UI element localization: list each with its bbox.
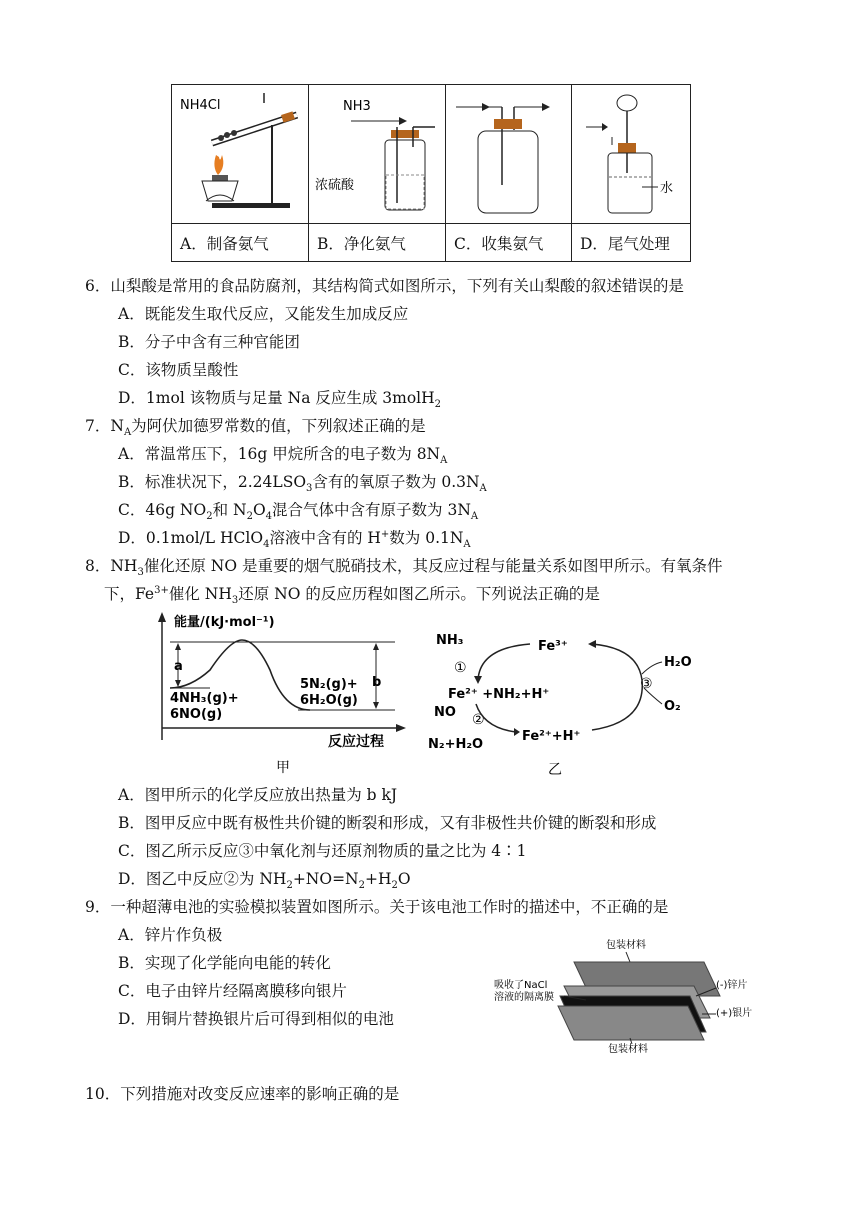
nh4cl-label: NH4Cl bbox=[180, 98, 221, 113]
caption-jia: 甲 bbox=[276, 760, 290, 776]
apparatus-c-cell bbox=[446, 85, 572, 224]
q8-option-b: B．图甲反应中既有极性共价键的断裂和形成，又有非极性共价键的断裂和形成 bbox=[118, 814, 657, 832]
apparatus-table bbox=[171, 84, 691, 262]
step-2: ② bbox=[472, 712, 485, 728]
q6-option-c: C．该物质呈酸性 bbox=[118, 361, 239, 379]
catalytic-cycle-yi bbox=[420, 624, 710, 778]
q8-stem-line2: 下，$Fe^{3+}$催化 $NH_3$还原 NO 的反应历程如图乙所示。下列说法正确的是 bbox=[104, 584, 600, 607]
membrane-label-2: 溶液的隔离膜 bbox=[494, 992, 554, 1003]
thin-battery-diagram bbox=[490, 934, 790, 1056]
water-label: 水 bbox=[660, 181, 674, 196]
top-packaging-label: 包装材料 bbox=[606, 940, 646, 951]
y-axis-label: 能量/(kJ·mol⁻¹) bbox=[174, 615, 275, 630]
q8-stem-line1: 8．$NH_3$催化还原 NO 是重要的烟气脱硝技术，其反应过程与能量关系如图甲所示。有氧条件 bbox=[85, 557, 723, 579]
apparatus-a-cell bbox=[172, 85, 309, 224]
products-label: N₂+H₂O bbox=[428, 737, 484, 752]
silver-label: (+)银片 bbox=[716, 1008, 753, 1019]
caption-yi: 乙 bbox=[548, 762, 562, 778]
fe2-h-label: Fe²⁺+H⁺ bbox=[522, 729, 581, 744]
q6-option-b: B．分子中含有三种官能团 bbox=[118, 333, 300, 351]
q9-option-b: B．实现了化学能向电能的转化 bbox=[118, 954, 331, 972]
nh4cl-heating-apparatus bbox=[172, 85, 308, 219]
zinc-label: (-)锌片 bbox=[716, 980, 748, 991]
q7-option-d: D．0.1mol/L HClO$_4$溶液中含有的 H+数为 $0.1N_A$ bbox=[118, 528, 471, 551]
no-label: NO bbox=[434, 705, 456, 720]
q7-option-a: A．常温常压下，16g 甲烷所含的电子数为 $8N_A$ bbox=[118, 445, 448, 467]
conc-sulfuric-label: 浓硫酸 bbox=[315, 178, 355, 193]
step-3: ③ bbox=[640, 676, 653, 692]
nh3-label: NH3 bbox=[343, 99, 371, 114]
h2o-label: H₂O bbox=[664, 655, 692, 670]
q6-stem: 6．山梨酸是常用的食品防腐剂，其结构简式如图所示，下列有关山梨酸的叙述错误的是 bbox=[85, 277, 684, 295]
apparatus-c-label: C．收集氨气 bbox=[446, 224, 572, 262]
apparatus-d-cell bbox=[572, 85, 691, 224]
energy-b-label: b bbox=[372, 675, 382, 690]
membrane-label-1: 吸收了NaCl bbox=[494, 980, 548, 991]
q9-option-c: C．电子由锌片经隔离膜移向银片 bbox=[118, 982, 347, 1000]
q8-option-d: D．图乙中反应②为 $NH_2+NO=N_2+H_2O$ bbox=[118, 870, 411, 892]
q6-option-a: A．既能发生取代反应，又能发生加成反应 bbox=[118, 305, 409, 323]
products-line1: 5N₂(g)+ bbox=[300, 677, 358, 692]
q8-option-a: A．图甲所示的化学反应放出热量为 b kJ bbox=[118, 786, 398, 804]
energy-a-label: a bbox=[174, 659, 183, 674]
x-axis-label: 反应过程 bbox=[328, 734, 384, 750]
q9-option-d: D．用铜片替换银片后可得到相似的电池 bbox=[118, 1010, 394, 1028]
q7-option-b: B．标准状况下，$2.24LSO_3$含有的氧原子数为 $0.3N_A$ bbox=[118, 473, 487, 495]
step-1: ① bbox=[454, 660, 467, 676]
reactants-line2: 6NO(g) bbox=[170, 707, 223, 722]
energy-diagram-jia bbox=[150, 610, 410, 776]
apparatus-a-label: A．制备氨气 bbox=[172, 224, 309, 262]
fe3-label: Fe³⁺ bbox=[538, 639, 568, 654]
q9-option-a: A．锌片作负极 bbox=[118, 926, 223, 944]
nh3-label: NH₃ bbox=[436, 633, 464, 648]
o2-label: O₂ bbox=[664, 699, 681, 714]
intermediate-label: Fe²⁺ +NH₂+H⁺ bbox=[448, 687, 550, 702]
tail-gas-absorption bbox=[572, 85, 690, 219]
q9-stem: 9．一种超薄电池的实验模拟装置如图所示。关于该电池工作时的描述中，不正确的是 bbox=[85, 898, 669, 916]
q8-option-c: C．图乙所示反应③中氧化剂与还原剂物质的量之比为 4∶1 bbox=[118, 842, 527, 860]
bottom-packaging-label: 包装材料 bbox=[608, 1044, 648, 1055]
apparatus-d-label: D．尾气处理 bbox=[572, 224, 691, 262]
sulfuric-acid-washing-bottle bbox=[309, 85, 445, 219]
q7-stem: 7．$N_A$为阿伏加德罗常数的值，下列叙述正确的是 bbox=[85, 417, 426, 439]
reactants-line1: 4NH₃(g)+ bbox=[170, 691, 239, 706]
q7-option-c: C．46g $NO_2$和 $N_2O_4$混合气体中含有原子数为 $3N_A$ bbox=[118, 501, 479, 523]
products-line2: 6H₂O(g) bbox=[300, 693, 358, 708]
q10-stem: 10．下列措施对改变反应速率的影响正确的是 bbox=[85, 1085, 400, 1103]
q6-option-d: D．1mol 该物质与足量 Na 反应生成 3molH$_2$ bbox=[118, 389, 442, 411]
apparatus-b-label: B．净化氨气 bbox=[309, 224, 446, 262]
gas-collection-bottle bbox=[446, 85, 571, 219]
apparatus-b-cell bbox=[309, 85, 446, 224]
